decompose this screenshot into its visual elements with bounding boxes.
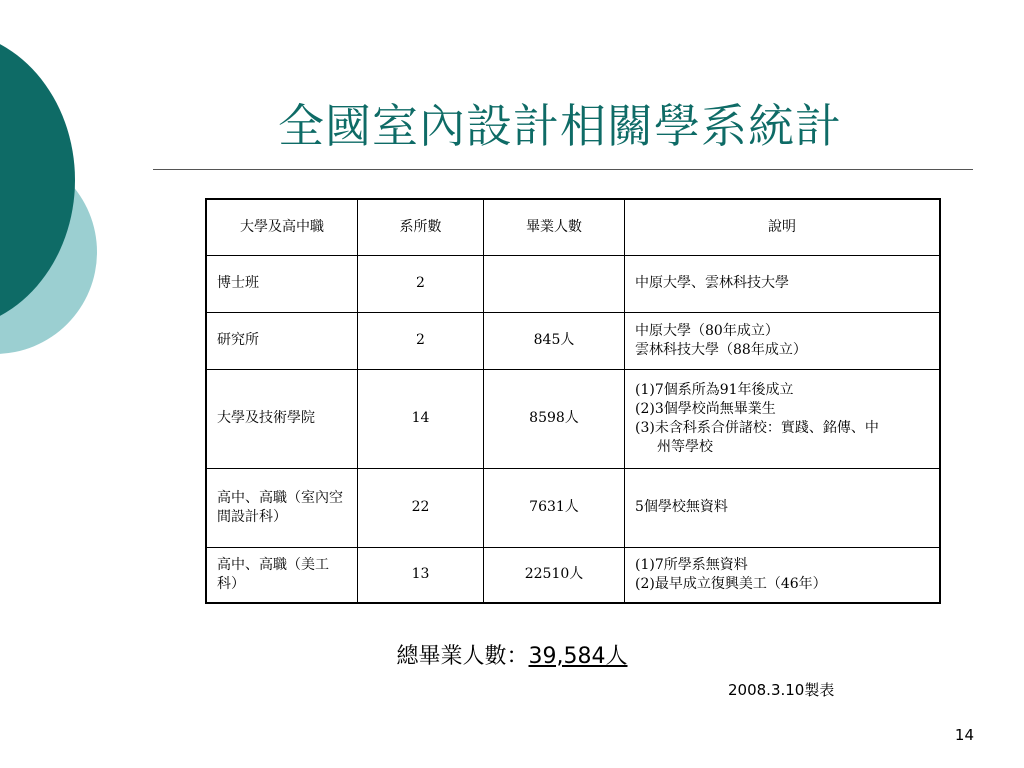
table-row (206, 312, 940, 369)
note-line: (2)3個學校尚無畢業生 (635, 400, 776, 417)
cell-level: 高中、高職（美工科） (206, 547, 358, 603)
header-count: 系所數 (358, 199, 484, 255)
made-suffix: 製表 (804, 681, 835, 699)
header-graduates: 畢業人數 (484, 199, 625, 255)
cell-level: 研究所 (206, 312, 358, 369)
title-divider (153, 169, 973, 170)
cell-notes (625, 255, 941, 312)
cell-graduates: 8598人 (484, 369, 625, 468)
cell-count: 2 (358, 255, 484, 312)
table-row (206, 255, 940, 312)
table-row (206, 547, 940, 603)
note-line: 雲林科技大學（88年成立） (635, 341, 807, 358)
header-level: 大學及高中職 (206, 199, 358, 255)
table-header-row (206, 199, 940, 255)
cell-graduates: 845人 (484, 312, 625, 369)
cell-count: 13 (358, 547, 484, 603)
cell-graduates: 7631人 (484, 468, 625, 547)
note-line: (3)未含科系合併諸校：實踐、銘傳、中 (635, 419, 879, 436)
made-date: 2008.3.10 (728, 681, 805, 699)
table-row (206, 369, 940, 468)
total-value: 39,584人 (528, 644, 628, 669)
header-notes: 說明 (625, 199, 941, 255)
cell-graduates: 22510人 (484, 547, 625, 603)
note-line: 5個學校無資料 (635, 499, 728, 515)
cell-notes (625, 468, 941, 547)
page-number: 14 (954, 726, 974, 744)
cell-notes (625, 312, 941, 369)
total-label: 總畢業人數： (396, 644, 529, 669)
cell-level: 博士班 (206, 255, 358, 312)
table-row (206, 468, 940, 547)
cell-count: 2 (358, 312, 484, 369)
cell-notes (625, 369, 941, 468)
note-line: 中原大學（80年成立） (635, 322, 779, 339)
cell-level: 大學及技術學院 (206, 369, 358, 468)
note-line: 中原大學、雲林科技大學 (635, 275, 789, 291)
note-line: (2)最早成立復興美工（46年） (635, 575, 827, 592)
decorative-circles (0, 0, 110, 400)
note-line: (1)7所學系無資料 (635, 556, 748, 573)
slide-title: 全國室內設計相關學系統計 (278, 99, 842, 153)
cell-count: 14 (358, 369, 484, 468)
cell-count: 22 (358, 468, 484, 547)
cell-notes (625, 547, 941, 603)
note-line: (1)7個系所為91年後成立 (635, 381, 794, 398)
made-date-note (728, 678, 834, 702)
total-graduates (0, 640, 1024, 674)
statistics-table (205, 198, 941, 604)
note-line: 州等學校 (657, 438, 713, 455)
cell-graduates (484, 255, 625, 312)
cell-level: 高中、高職（室內空間設計科） (206, 468, 358, 547)
